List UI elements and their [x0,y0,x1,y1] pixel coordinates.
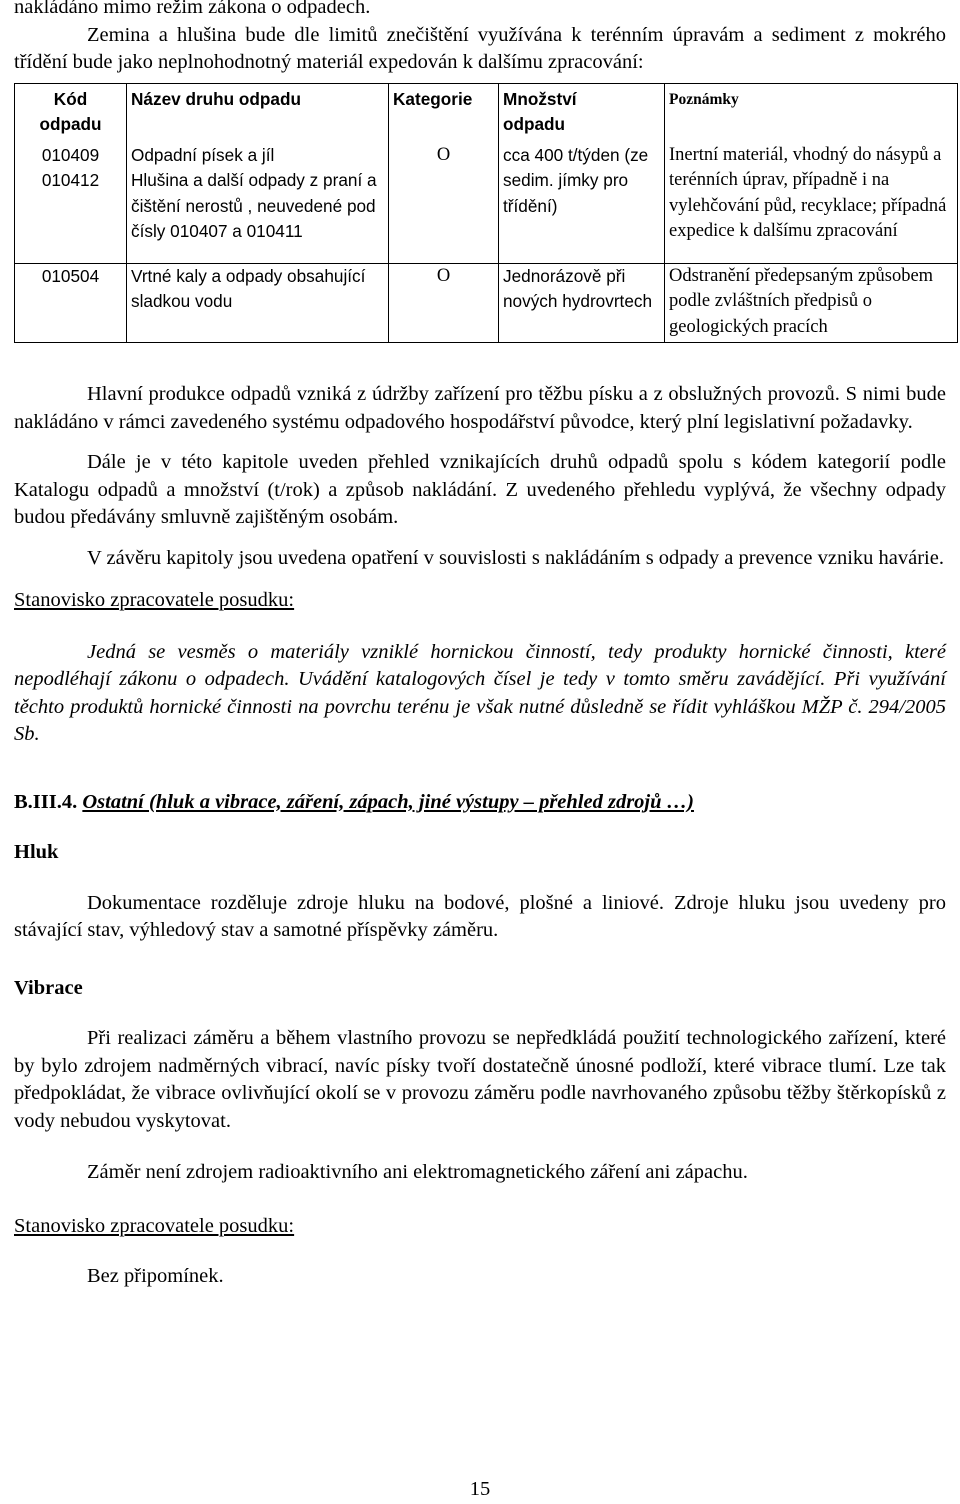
table-row [15,263,958,343]
cell-kod-a: 010409 [41,144,100,165]
cell-nazev [127,138,389,264]
stanovisko-text-2: Bez připomínek. [87,1265,224,1287]
stanovisko-text-1: Jedná se vesměs o materiály vzniklé hornickou činností, tedy produkty hornické činnosti, které nepodléhají zákonu o odpadech. Uvádění katalogových čísel je tedy v tomto směru zavádějící. Při využívání těchto produktů hornické činnosti na povrchu terénu je však nutné důsledně se řídit vyhláškou MŽP č. 294/2005 Sb. [14,640,946,745]
hluk-text: Dokumentace rozděluje zdroje hluku na bodové, plošné a liniové. Zdroje hluku jsou uvedeny pro stávající stav, výhledový stav a samotné příspěvky záměru. [14,891,946,941]
section-heading [14,789,946,817]
cell-kod [15,138,127,264]
document-page [14,0,946,1291]
cell-kategorie: O [389,138,499,264]
cell-poznamky: Odstranění předepsaným způsobem podle zvláštních předpisů o geologických pracích [665,263,958,343]
cell-mnozstvi: cca 400 t/týden (ze sedim. jímky pro třídění) [499,138,665,264]
header-poznamky: Poznámky [665,83,958,138]
cell-mnozstvi: Jednorázově při nových hydrovrtech [499,263,665,343]
vibrace-heading: Vibrace [14,976,83,999]
header-kod-line2: odpadu [39,114,102,134]
intro-line: nakládáno mimo režim zákona o odpadech. [14,0,371,18]
intro-paragraph: Zemina a hlušina bude dle limitů znečištění využívána k terénním úpravám a sediment z mokrého třídění bude jako neplnohodnotný materiál expedován k dalšímu zpracování: [14,23,946,73]
cell-nazev: Vrtné kaly a odpady obsahující sladkou vodu [127,263,389,343]
stanovisko-label-1: Stanovisko zpracovatele posudku: [14,589,295,611]
header-kategorie: Kategorie [389,83,499,138]
cell-kategorie: O [389,263,499,343]
paragraph-prehled: Dále je v této kapitole uveden přehled vznikajících druhů odpadů spolu s kódem kategorií podle Katalogu odpadů a množství (t/rok) a způsob nakládání. Z uvedeného přehledu vyplývá, že všechny odpady budou předávány smluvně zajištěným osobám. [14,451,946,528]
header-nazev: Název druhu odpadu [127,83,389,138]
hluk-heading: Hluk [14,841,59,863]
stanovisko-label-2: Stanovisko zpracovatele posudku: [14,1214,295,1237]
paragraph-zaver: V závěru kapitoly jsou uvedena opatření v souvislosti s nakládáním s odpady a prevence vzniku havárie. [87,546,944,569]
table-header-row [15,83,958,138]
cell-poznamky: Inertní materiál, vhodný do násypů a terénních úprav, případně i na vylehčování půd, recyklace; případná expedice k dalšímu zpracování [665,138,958,264]
waste-table [14,83,958,344]
table-row [15,138,958,264]
cell-kod-b: 010412 [41,170,100,190]
header-kod [15,83,127,138]
header-mnozstvi [499,83,665,138]
page-number: 15 [469,1478,491,1500]
vibrace-text: Při realizaci záměru a během vlastního provozu se nepředkládá použití technologického zařízení, které by bylo zdrojem nadměrných vibrací, navíc písky tvoří dostatečně únosné podloží, které vibrace tlumí. Lze tak předpokládat, že vibrace ovlivňující okolí se v provozu záměru podle navrhovaného způsobu těžby štěrkopísků z vody nebudou vyskytovat. [14,1027,946,1132]
cell-kod: 010504 [15,263,127,343]
header-kod-line1: Kód [53,88,88,109]
header-mnozstvi-line1: Množství [503,88,577,109]
header-mnozstvi-line2: odpadu [503,114,566,134]
section-title: Ostatní (hluk a vibrace, záření, zápach, jiné výstupy – přehled zdrojů …) [82,790,694,813]
section-number: B.III.4. [14,790,78,813]
zdroj-text: Záměr není zdrojem radioaktivního ani elektromagnetického záření ani zápachu. [87,1161,748,1183]
cell-nazev-1: Odpadní písek a jíl [131,144,275,165]
paragraph-hlavni-produkce: Hlavní produkce odpadů vzniká z údržby zařízení pro těžbu písku a z obslužných provozů. S nimi bude nakládáno v rámci zavedeného systému odpadového hospodářství původce, který plní legislativní požadavky. [14,383,946,433]
cell-nazev-2: Hlušina a další odpady z praní a čištění nerostů , neuvedené pod čísly 010407 a 010411 [131,170,377,241]
